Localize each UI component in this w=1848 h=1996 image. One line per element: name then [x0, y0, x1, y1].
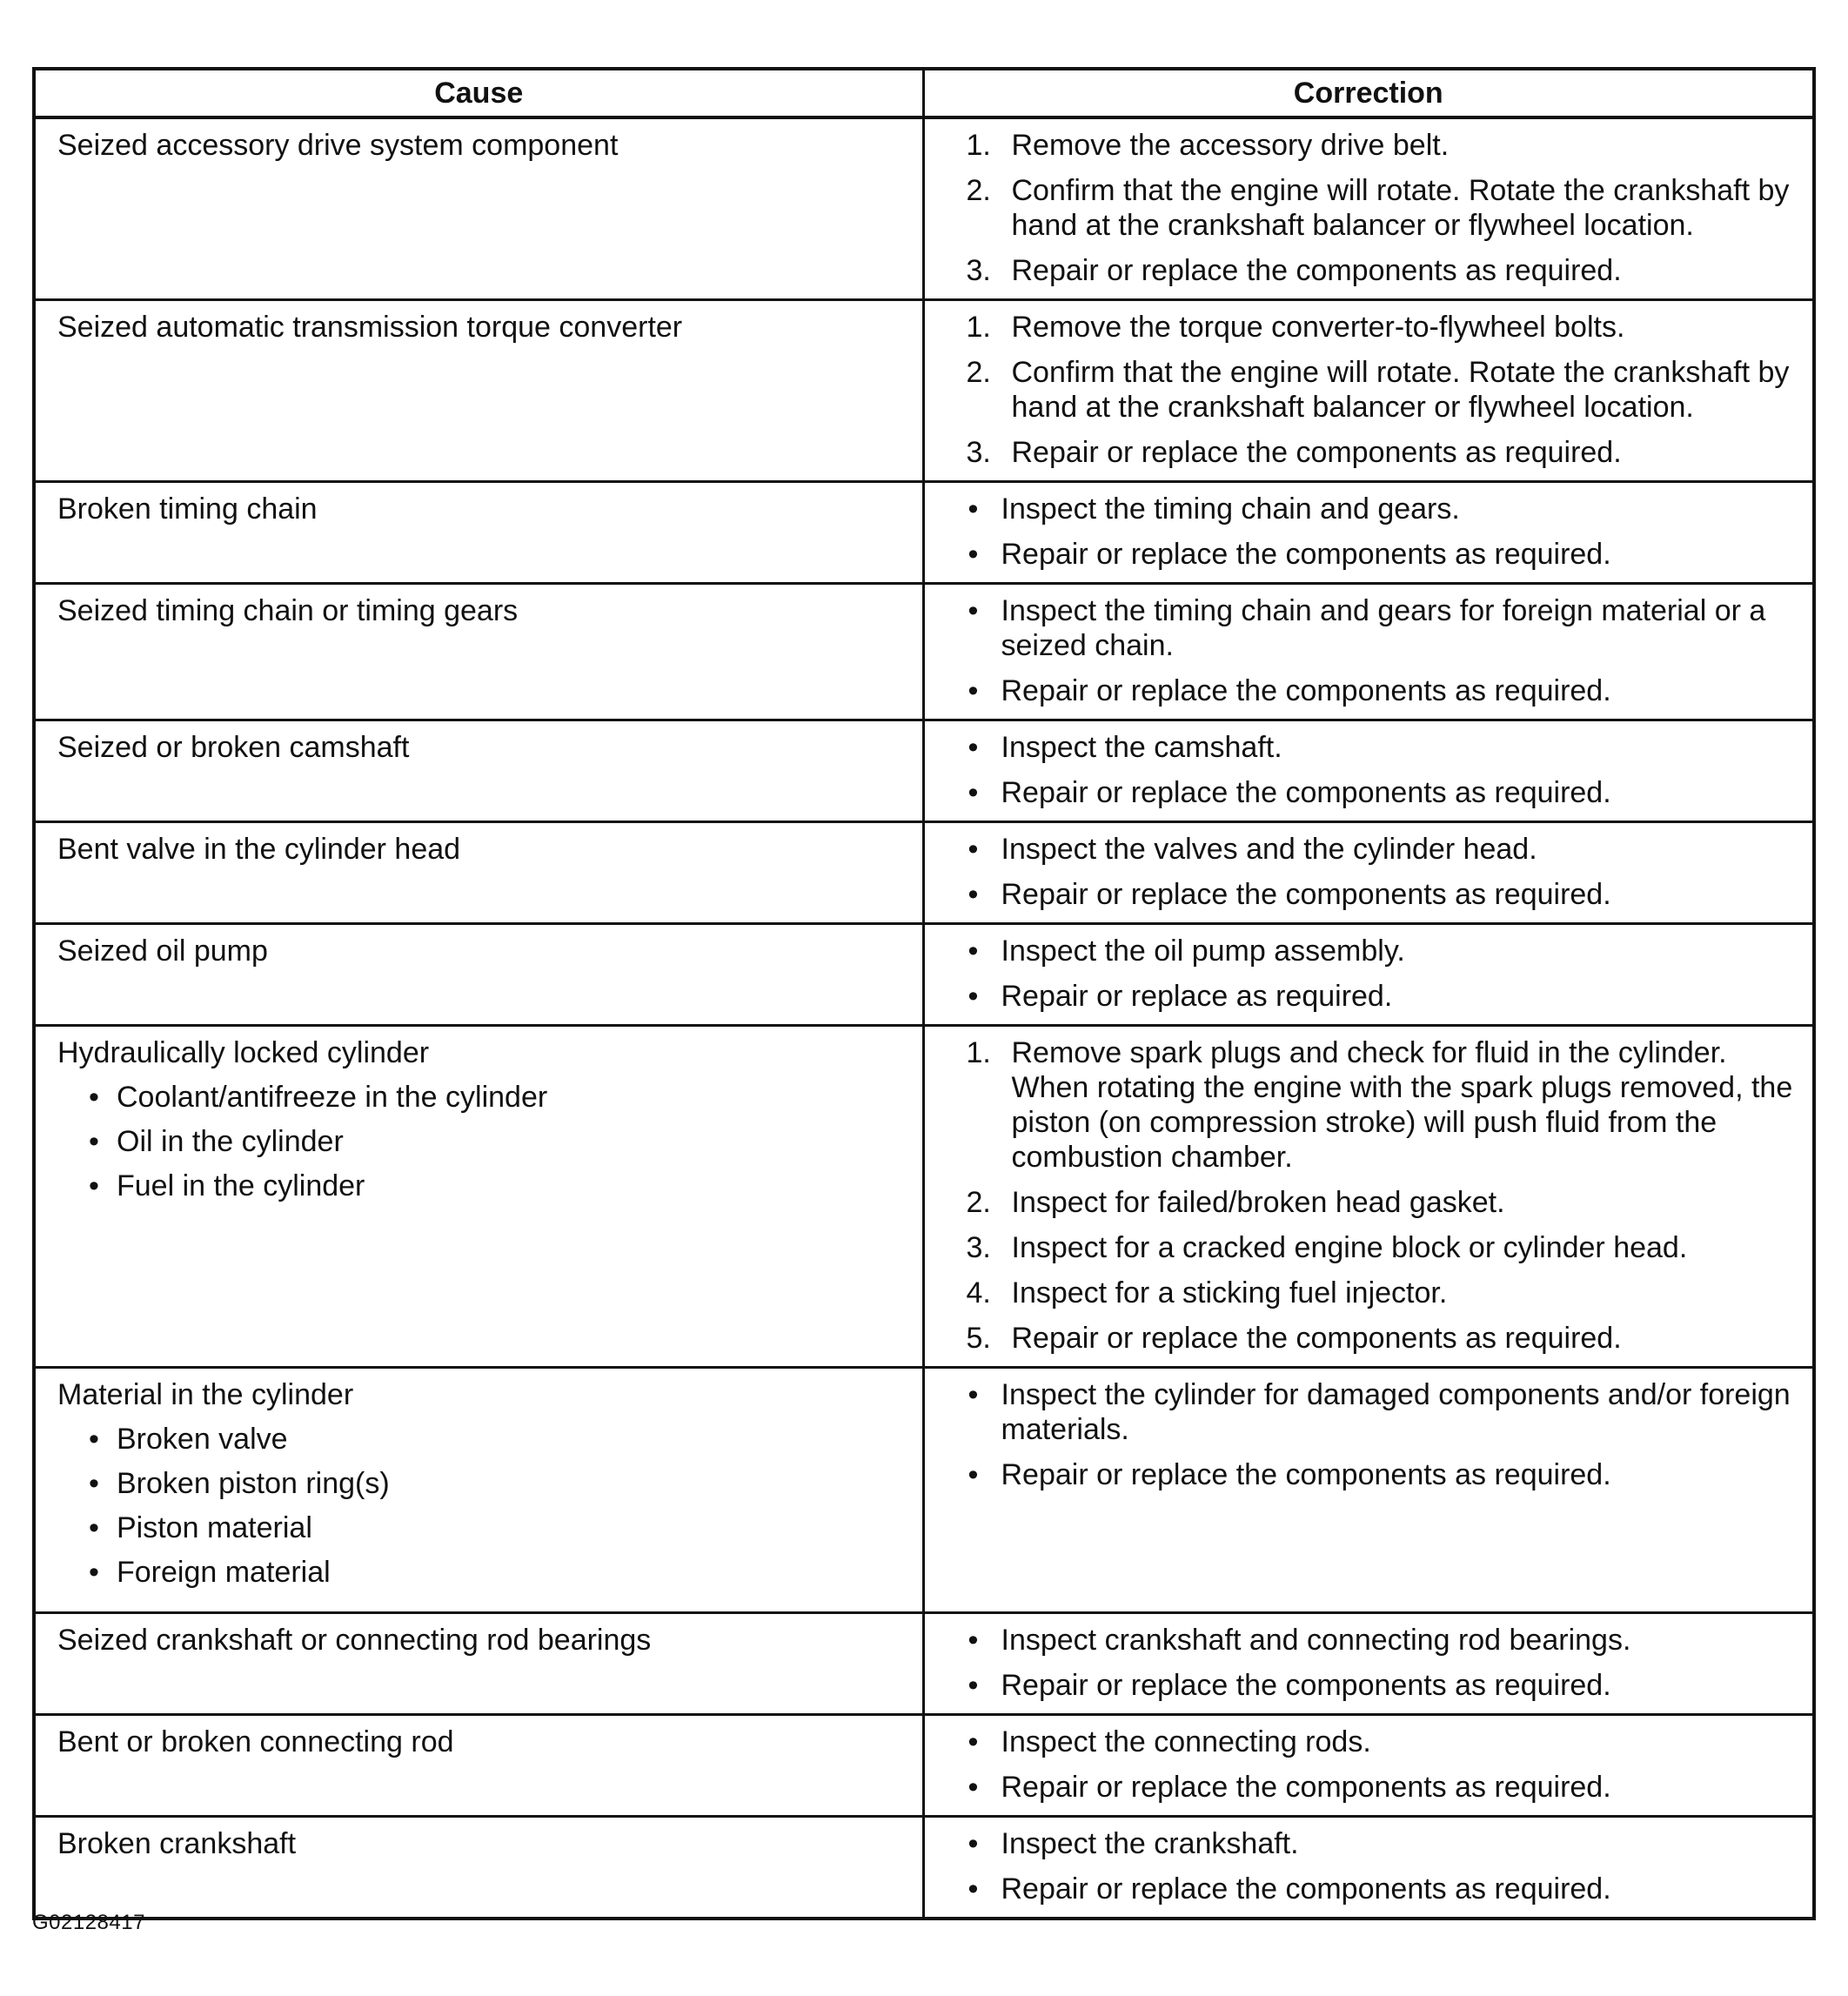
cause-cell — [34, 924, 923, 1026]
correction-bullets — [967, 934, 1806, 1014]
table-row — [34, 1715, 1814, 1817]
cause-sub-item: • Fuel in the cylinder — [57, 1169, 901, 1203]
correction-cell — [923, 1715, 1814, 1817]
correction-bullets — [967, 1377, 1806, 1492]
step-number: 2. — [966, 1186, 991, 1219]
table-row — [34, 117, 1814, 300]
cause-text: Material in the cylinder — [57, 1378, 354, 1411]
cause-sub-list — [57, 1080, 901, 1203]
correction-bullet — [967, 1826, 1806, 1861]
cause-text: Seized crankshaft or connecting rod bearings — [57, 1624, 652, 1657]
step-number: 1. — [966, 311, 991, 344]
cause-sub-item: • Oil in the cylinder — [57, 1124, 901, 1159]
table-row — [34, 1368, 1814, 1613]
correction-bullet — [967, 1770, 1806, 1805]
correction-steps — [967, 1035, 1806, 1356]
correction-text: Repair or replace as required. — [1001, 980, 1393, 1013]
correction-text: Repair or replace the components as required. — [1001, 1669, 1611, 1702]
table-row — [34, 822, 1814, 924]
cause-sub-item: • Piston material — [57, 1510, 901, 1545]
cause-text: Seized automatic transmission torque converter — [57, 311, 683, 344]
correction-step — [967, 435, 1806, 470]
cause-cell — [34, 1368, 923, 1613]
cause-cell — [34, 117, 923, 300]
cause-sub-item: • Broken valve — [57, 1422, 901, 1457]
cause-sub-item: • Broken piston ring(s) — [57, 1466, 901, 1501]
correction-cell — [923, 1026, 1814, 1368]
table-row — [34, 1817, 1814, 1919]
correction-cell — [923, 924, 1814, 1026]
cause-text: Seized oil pump — [57, 934, 268, 968]
correction-bullets — [967, 730, 1806, 810]
correction-text: Inspect the connecting rods. — [1001, 1725, 1371, 1758]
step-number: 5. — [966, 1322, 991, 1355]
correction-bullets — [967, 593, 1806, 708]
cause-cell — [34, 720, 923, 822]
correction-text: Remove spark plugs and check for fluid in the cylinder. When rotating the engine with the spark plugs removed, the piston (on compression stroke) will push fluid from the combustion chamber. — [1011, 1036, 1793, 1174]
table-row — [34, 1026, 1814, 1368]
correction-bullet — [967, 832, 1806, 867]
cause-cell — [34, 584, 923, 720]
cause-cell — [34, 482, 923, 584]
correction-bullet — [967, 673, 1806, 708]
cause-cell — [34, 1715, 923, 1817]
correction-text: Repair or replace the components as required. — [1011, 254, 1622, 287]
cause-column-header: Cause — [34, 69, 923, 117]
table-row — [34, 584, 1814, 720]
correction-text: Repair or replace the components as required. — [1001, 1458, 1611, 1491]
correction-text: Inspect the valves and the cylinder head. — [1001, 833, 1537, 866]
correction-bullets — [967, 1826, 1806, 1906]
correction-step — [967, 1185, 1806, 1220]
correction-bullet — [967, 1457, 1806, 1492]
header-row — [34, 69, 1814, 117]
correction-text: Confirm that the engine will rotate. Rotate the crankshaft by hand at the crankshaft balancer or flywheel location. — [1011, 174, 1790, 242]
cause-text: Broken crankshaft — [57, 1827, 297, 1860]
step-number: 1. — [966, 1036, 991, 1069]
correction-step — [967, 173, 1806, 243]
correction-cell — [923, 482, 1814, 584]
correction-text: Repair or replace the components as required. — [1001, 878, 1611, 911]
correction-bullet — [967, 1872, 1806, 1906]
table-row — [34, 482, 1814, 584]
cause-sub-item: • Coolant/antifreeze in the cylinder — [57, 1080, 901, 1115]
correction-cell — [923, 720, 1814, 822]
correction-bullet — [967, 593, 1806, 663]
correction-text: Inspect for failed/broken head gasket. — [1011, 1186, 1505, 1219]
correction-bullet — [967, 1623, 1806, 1658]
correction-step — [967, 1230, 1806, 1265]
correction-text: Repair or replace the components as required. — [1001, 674, 1611, 707]
cause-text: Hydraulically locked cylinder — [57, 1036, 430, 1069]
correction-cell — [923, 300, 1814, 482]
cause-text: Bent valve in the cylinder head — [57, 833, 461, 866]
table-row — [34, 1613, 1814, 1715]
step-number: 3. — [966, 436, 991, 469]
correction-text: Inspect crankshaft and connecting rod bearings. — [1001, 1624, 1631, 1657]
correction-step — [967, 1276, 1806, 1310]
correction-cell — [923, 584, 1814, 720]
cause-text: Bent or broken connecting rod — [57, 1725, 454, 1758]
correction-text: Repair or replace the components as required. — [1011, 436, 1622, 469]
cause-cell — [34, 822, 923, 924]
cause-sub-list — [57, 1422, 901, 1590]
figure-id: G02128417 — [32, 1911, 145, 1934]
correction-text: Repair or replace the components as required. — [1001, 1872, 1611, 1906]
cause-cell — [34, 1026, 923, 1368]
step-number: 3. — [966, 1231, 991, 1264]
step-number: 1. — [966, 129, 991, 162]
correction-step — [967, 253, 1806, 288]
correction-bullet — [967, 730, 1806, 765]
correction-bullet — [967, 1668, 1806, 1703]
cause-text: Seized timing chain or timing gears — [57, 594, 519, 627]
correction-bullets — [967, 1623, 1806, 1703]
correction-bullet — [967, 775, 1806, 810]
correction-bullets — [967, 492, 1806, 572]
correction-text: Inspect the timing chain and gears. — [1001, 492, 1460, 526]
correction-step — [967, 1035, 1806, 1175]
correction-text: Repair or replace the components as required. — [1001, 1771, 1611, 1804]
cause-cell — [34, 1817, 923, 1919]
correction-bullet — [967, 1377, 1806, 1447]
correction-bullet — [967, 877, 1806, 912]
correction-text: Remove the torque converter-to-flywheel bolts. — [1011, 311, 1625, 344]
cause-cell — [34, 300, 923, 482]
correction-bullet — [967, 537, 1806, 572]
correction-text: Inspect the crankshaft. — [1001, 1827, 1299, 1860]
correction-step — [967, 355, 1806, 425]
correction-step — [967, 128, 1806, 163]
correction-cell — [923, 117, 1814, 300]
correction-cell — [923, 822, 1814, 924]
table-row — [34, 300, 1814, 482]
correction-bullet — [967, 1725, 1806, 1759]
correction-text: Inspect for a cracked engine block or cylinder head. — [1011, 1231, 1688, 1264]
correction-text: Inspect for a sticking fuel injector. — [1011, 1276, 1448, 1309]
correction-cell — [923, 1613, 1814, 1715]
step-number: 3. — [966, 254, 991, 287]
correction-text: Repair or replace the components as required. — [1001, 776, 1611, 809]
correction-bullet — [967, 492, 1806, 526]
cause-cell — [34, 1613, 923, 1715]
step-number: 4. — [966, 1276, 991, 1309]
correction-text: Inspect the camshaft. — [1001, 731, 1282, 764]
cause-text: Seized accessory drive system component — [57, 129, 619, 162]
step-number: 2. — [966, 356, 991, 389]
correction-bullets — [967, 832, 1806, 912]
correction-text: Repair or replace the components as required. — [1011, 1322, 1622, 1355]
cause-text: Seized or broken camshaft — [57, 731, 410, 764]
table-row — [34, 720, 1814, 822]
correction-bullet — [967, 979, 1806, 1014]
correction-cell — [923, 1368, 1814, 1613]
correction-text: Inspect the oil pump assembly. — [1001, 934, 1405, 968]
cause-text: Broken timing chain — [57, 492, 318, 526]
correction-steps — [967, 128, 1806, 288]
correction-step — [967, 1321, 1806, 1356]
correction-bullet — [967, 934, 1806, 968]
table-body — [34, 117, 1814, 1919]
correction-text: Repair or replace the components as required. — [1001, 538, 1611, 571]
correction-step — [967, 310, 1806, 345]
table-row — [34, 924, 1814, 1026]
cause-sub-item: • Foreign material — [57, 1555, 901, 1590]
correction-text: Inspect the timing chain and gears for foreign material or a seized chain. — [1001, 594, 1766, 662]
correction-text: Inspect the cylinder for damaged components and/or foreign materials. — [1001, 1378, 1791, 1446]
correction-cell — [923, 1817, 1814, 1919]
correction-bullets — [967, 1725, 1806, 1805]
cause-correction-table — [32, 67, 1816, 1920]
correction-steps — [967, 310, 1806, 470]
correction-text: Confirm that the engine will rotate. Rotate the crankshaft by hand at the crankshaft balancer or flywheel location. — [1011, 356, 1790, 424]
correction-text: Remove the accessory drive belt. — [1011, 129, 1450, 162]
correction-column-header: Correction — [923, 69, 1814, 117]
step-number: 2. — [966, 174, 991, 207]
